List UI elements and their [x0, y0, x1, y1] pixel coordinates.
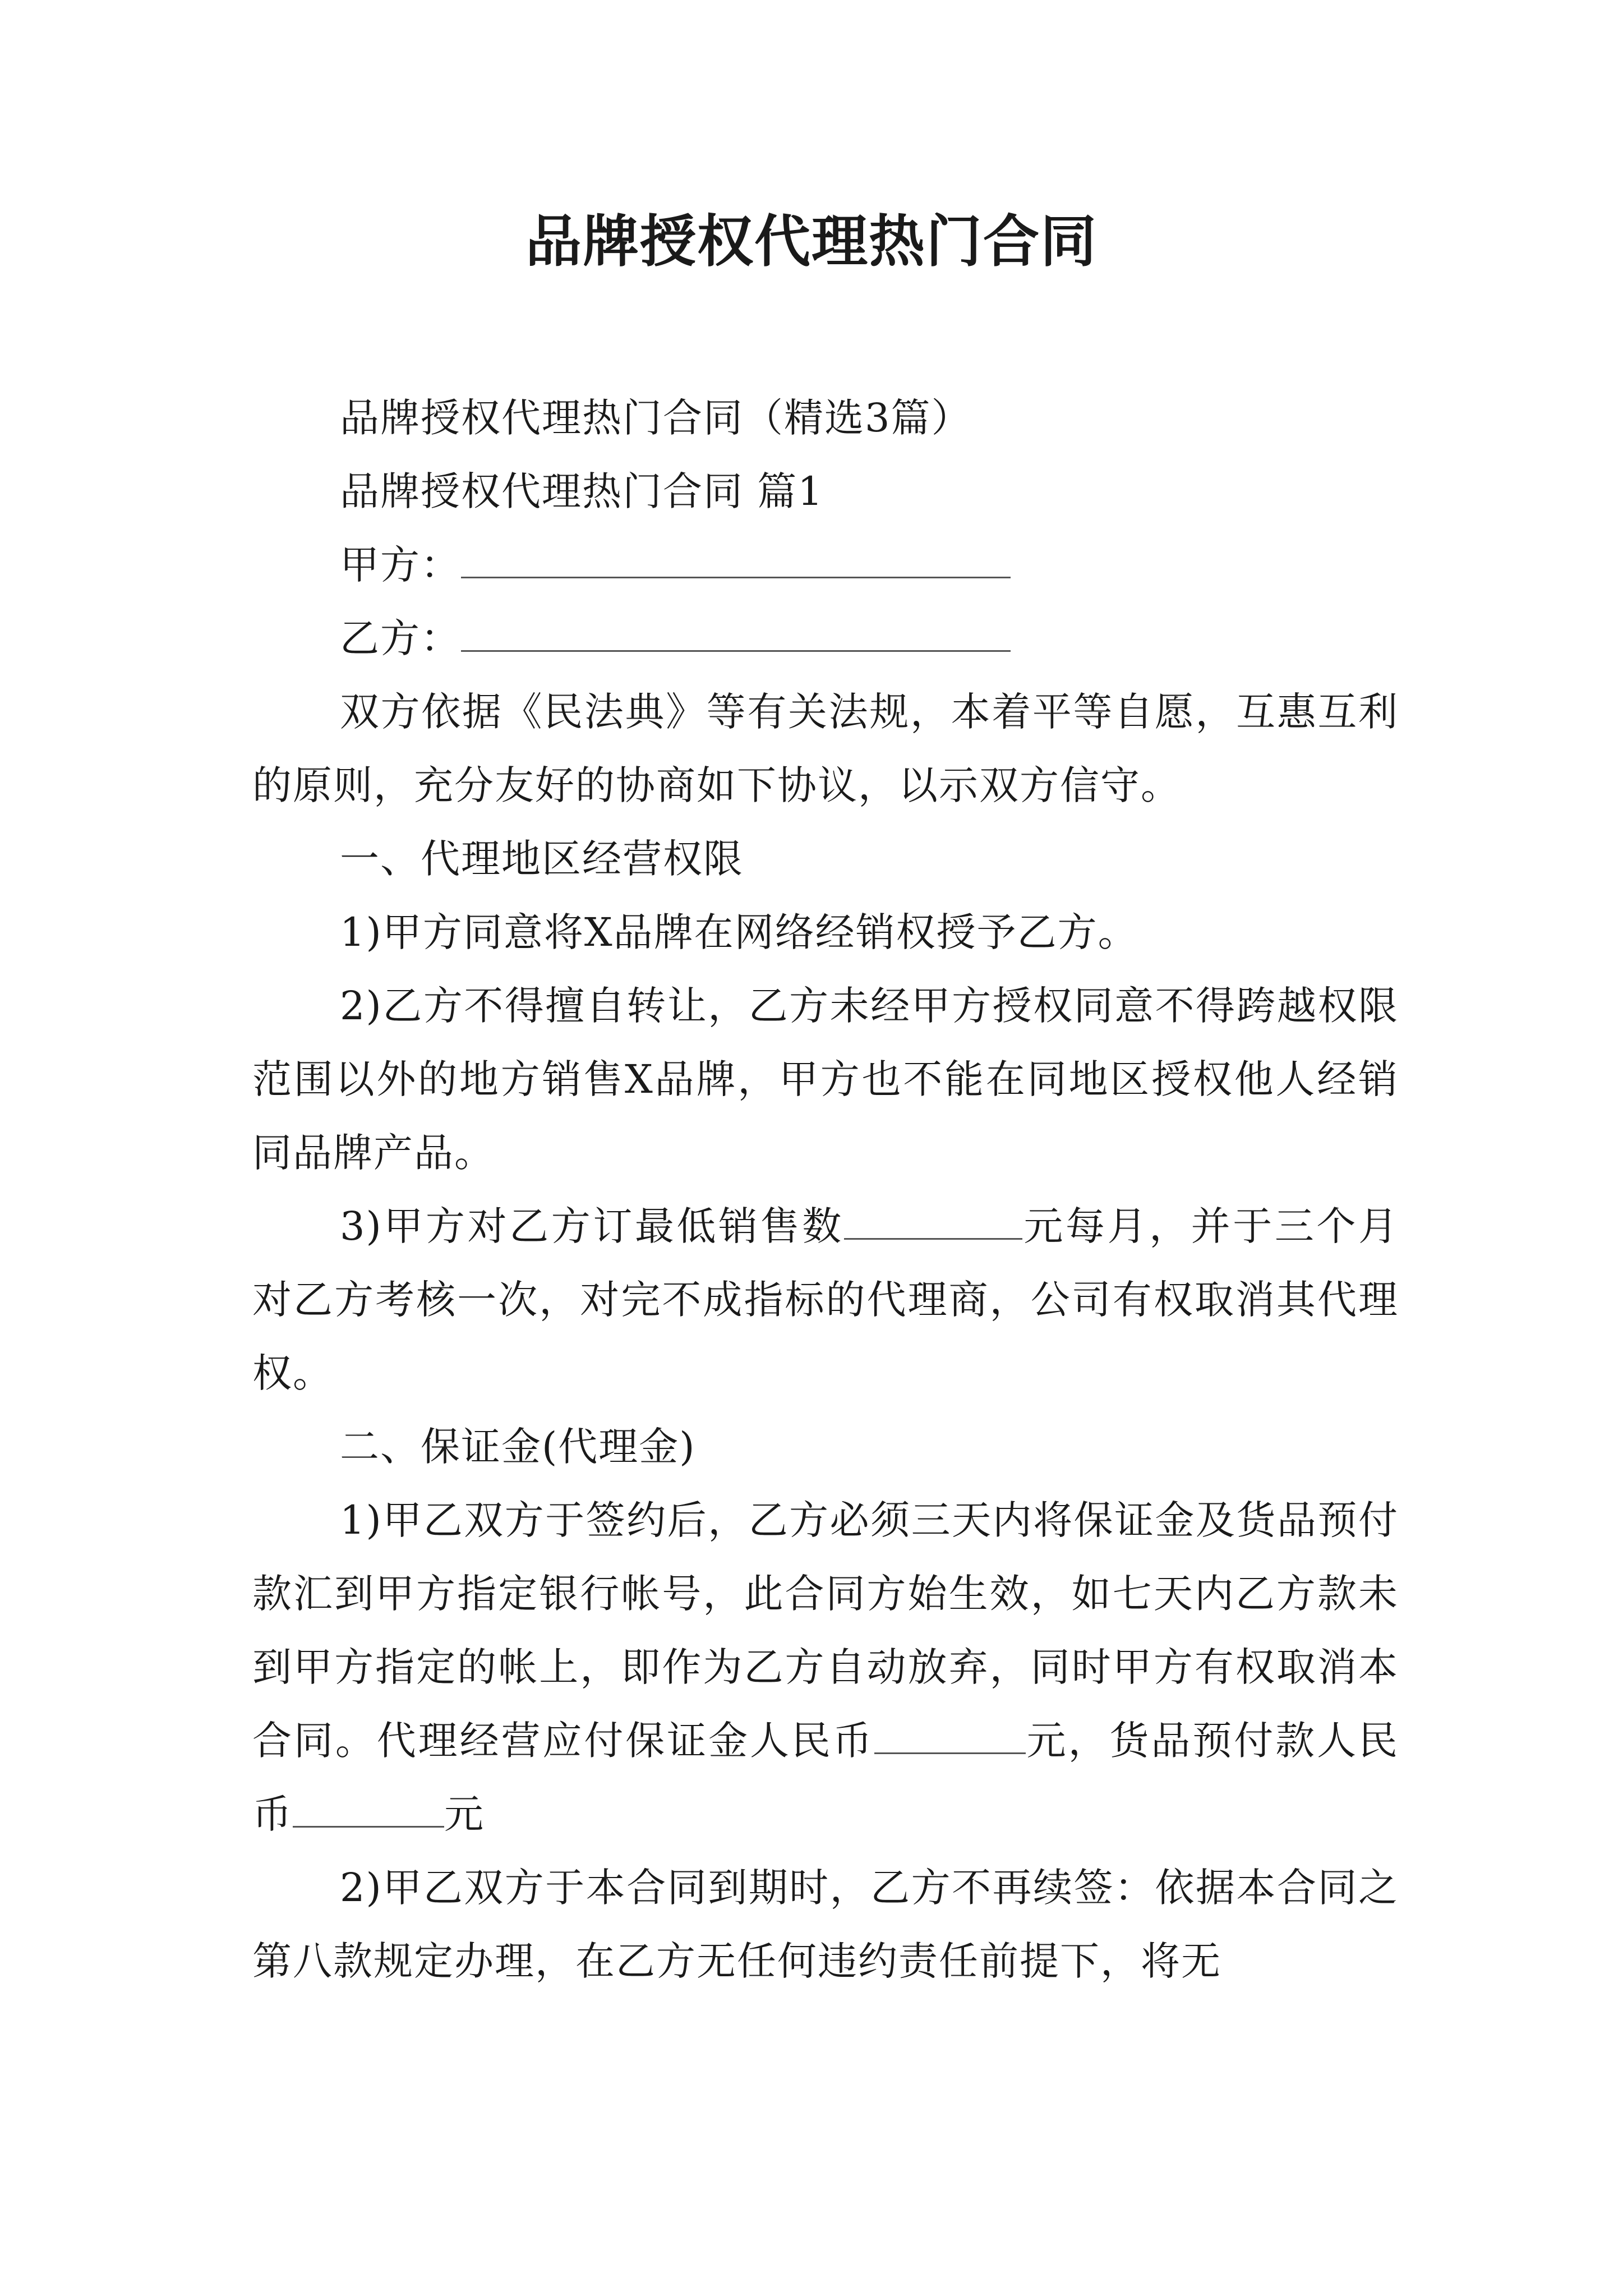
article1-item1: 1)甲方同意将X品牌在网络经销权授予乙方。 [340, 909, 1138, 955]
article1-heading: 一、代理地区经营权限 [340, 836, 744, 882]
deposit-amount-blank [874, 1720, 1026, 1754]
section-title: 品牌授权代理热门合同 篇1 [340, 468, 824, 514]
party-b-label: 乙方： [340, 615, 461, 661]
party-b-line [252, 602, 1399, 675]
party-b-blank [461, 618, 1011, 652]
document-subtitle: 品牌授权代理热门合同（精选3篇） [340, 395, 972, 441]
article1-item3-before: 3)甲方对乙方订最低销售数 [340, 1203, 844, 1249]
article2-item2: 2)甲乙双方于本合同到期时，乙方不再续签：依据本合同之第八款规定办理，在乙方无任何违约责任前提下，将无 [252, 1865, 1399, 1984]
article1-item2: 2)乙方不得擅自转让，乙方未经甲方授权同意不得跨越权限范围以外的地方销售X品牌，甲方也不能在同地区授权他人经销同品牌产品。 [252, 983, 1399, 1176]
party-a-line [252, 528, 1399, 602]
article2-heading: 二、保证金(代理金) [340, 1424, 696, 1470]
article1-item3-after: 元每月，并于三个月对乙方考核一次，对完不成指标的代理商，公司有权取消其代理权。 [252, 1203, 1399, 1396]
document-body [252, 381, 1399, 1998]
document-title: 品牌授权代理热门合同 [525, 208, 1098, 274]
prepayment-amount-blank [293, 1793, 444, 1828]
party-a-blank [461, 544, 1011, 578]
party-a-label: 甲方： [340, 542, 461, 588]
article2-item1 [252, 1484, 1399, 1851]
article2-item1-before: 1)甲乙双方于签约后，乙方必须三天内将保证金及货品预付款汇到甲方指定银行帐号，此合同方始生效，如七天内乙方款未到甲方指定的帐上，即作为乙方自动放弃，同时甲方有权取消本合同。代理经营应付保证金人民币 [252, 1497, 1399, 1764]
min-sales-blank [844, 1205, 1022, 1240]
article2-item1-middle: 元，货品预付款人民币 [252, 1718, 1399, 1837]
article1-item3 [252, 1190, 1399, 1410]
article2-item1-after: 元 [444, 1791, 485, 1837]
intro-paragraph: 双方依据《民法典》等有关法规，本着平等自愿，互惠互利的原则，充分友好的协商如下协议，以示双方信守。 [252, 689, 1399, 808]
